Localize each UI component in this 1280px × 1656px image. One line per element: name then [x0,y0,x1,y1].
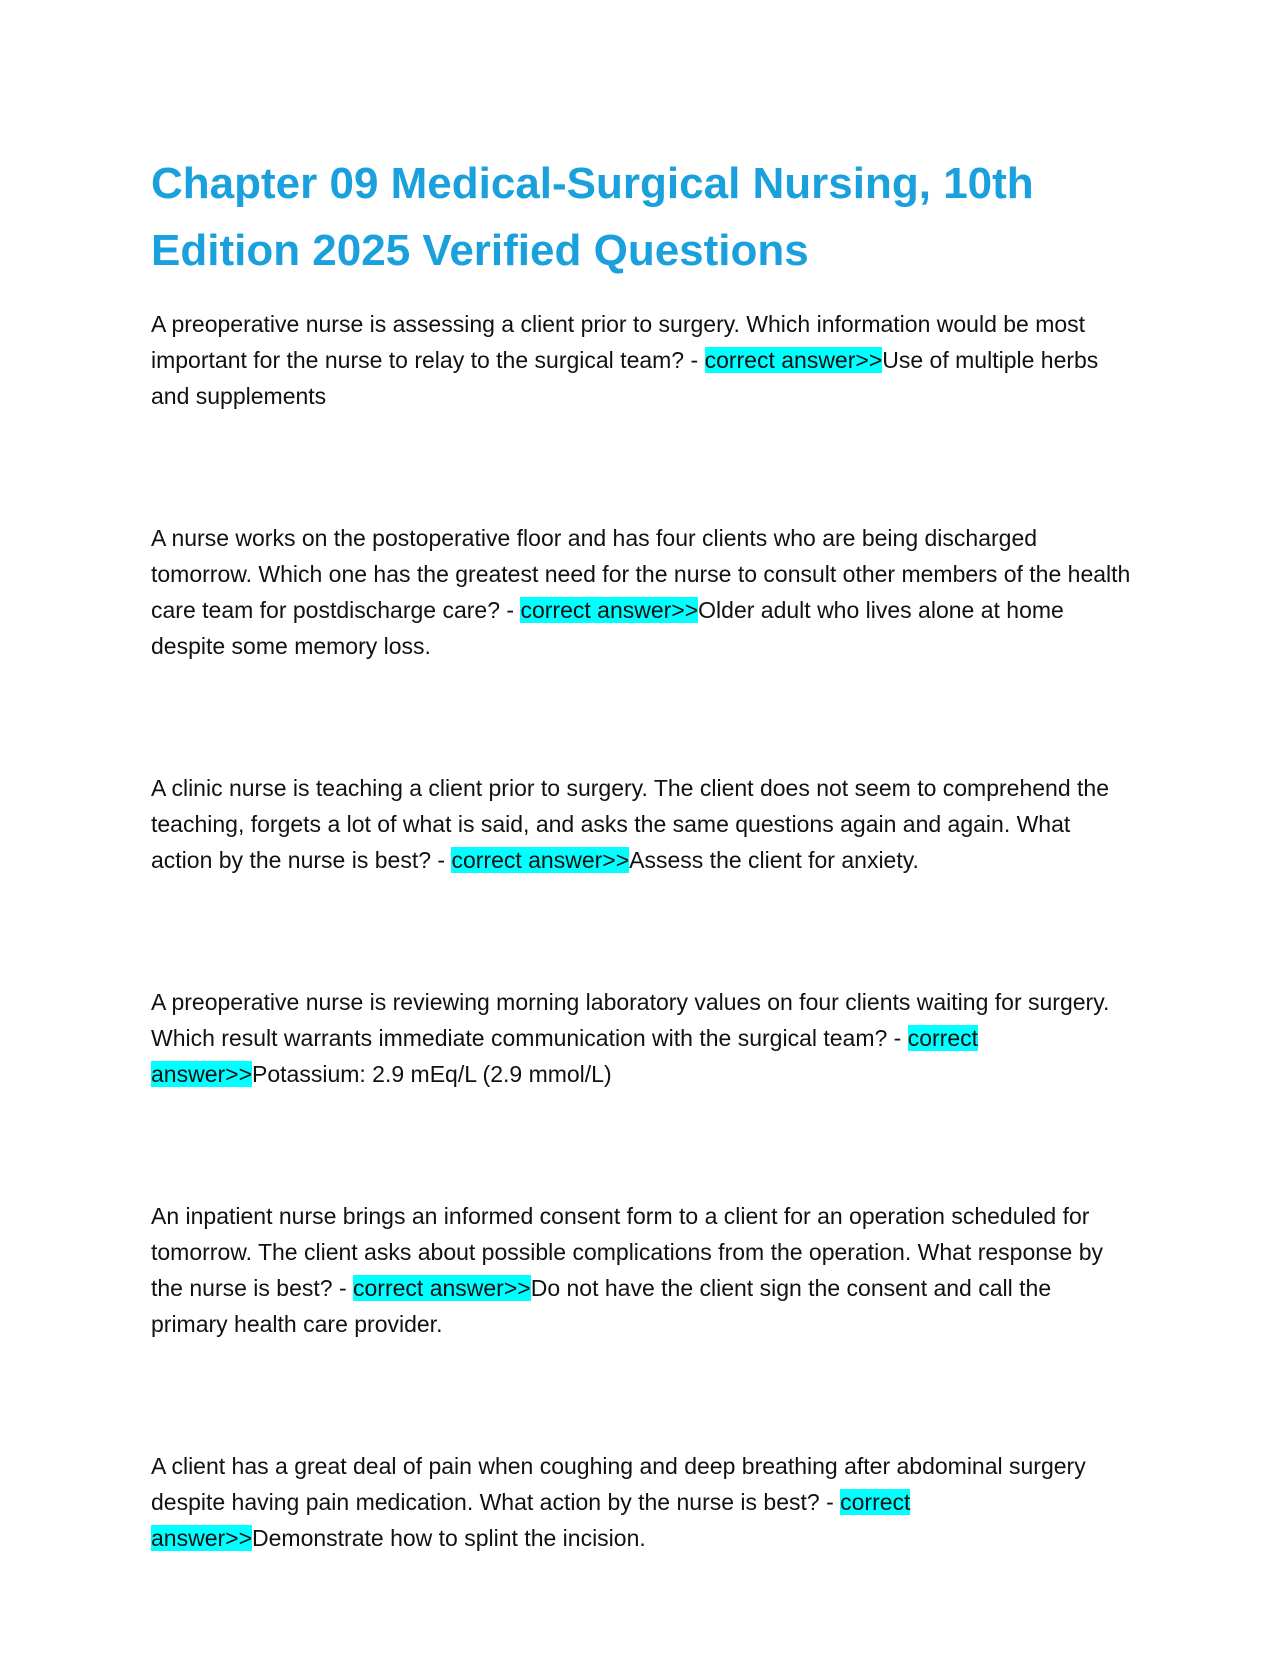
question-text: A preoperative nurse is assessing a client prior to surgery. Which information would be most important for the nurse to relay to the surgical team? [151,311,1086,373]
answer-text: Assess the client for anxiety. [629,847,919,873]
separator: - [887,1025,908,1051]
correct-answer-marker: correct answer>> [353,1275,531,1301]
correct-answer-marker: correct answer>> [151,1025,979,1087]
qa-item [151,306,1131,414]
question-text: A client has a great deal of pain when coughing and deep breathing after abdominal surgery despite having pain medication. What action by the nurse is best? [151,1453,1086,1515]
question-text: An inpatient nurse brings an informed consent form to a client for an operation scheduled for tomorrow. The client asks about possible complications from the operation. What response by the nurse is best? [151,1203,1103,1301]
correct-answer-marker: correct answer>> [451,847,630,873]
correct-answer-marker: correct answer>> [704,347,883,373]
qa-item [151,984,1131,1092]
answer-text: Potassium: 2.9 mEq/L (2.9 mmol/L) [252,1061,612,1087]
document-page [151,150,1131,1556]
document-title: Chapter 09 Medical-Surgical Nursing, 10th Edition 2025 Verified Questions [151,159,1034,275]
separator: - [332,1275,354,1301]
separator: - [431,847,452,873]
qa-item [151,1448,1131,1556]
answer-text: Use of multiple herbs and supplements [151,347,1099,409]
qa-item [151,1198,1131,1342]
correct-answer-marker: correct answer>> [151,1489,911,1551]
answer-text: Demonstrate how to splint the incision. [252,1525,646,1551]
question-text: A nurse works on the postoperative floor and has four clients who are being discharged tomorrow. Which one has the greatest need for the nurse to consult other members of the health care team for postdischarge care? [151,525,1131,623]
qa-item [151,520,1131,664]
separator: - [684,347,705,373]
separator: - [500,597,521,623]
separator: - [819,1489,841,1515]
question-text: A clinic nurse is teaching a client prior to surgery. The client does not seem to comprehend the teaching, forgets a lot of what is said, and asks the same questions again and again. What action by the nurse is best? [151,775,1109,873]
answer-text: Do not have the client sign the consent and call the primary health care provider. [151,1275,1052,1337]
correct-answer-marker: correct answer>> [520,597,699,623]
qa-item [151,770,1131,878]
qa-list [151,306,1131,1556]
question-text: A preoperative nurse is reviewing morning laboratory values on four clients waiting for surgery. Which result warrants immediate communication with the surgical team? [151,989,1110,1051]
answer-text: Older adult who lives alone at home despite some memory loss. [151,597,1064,659]
